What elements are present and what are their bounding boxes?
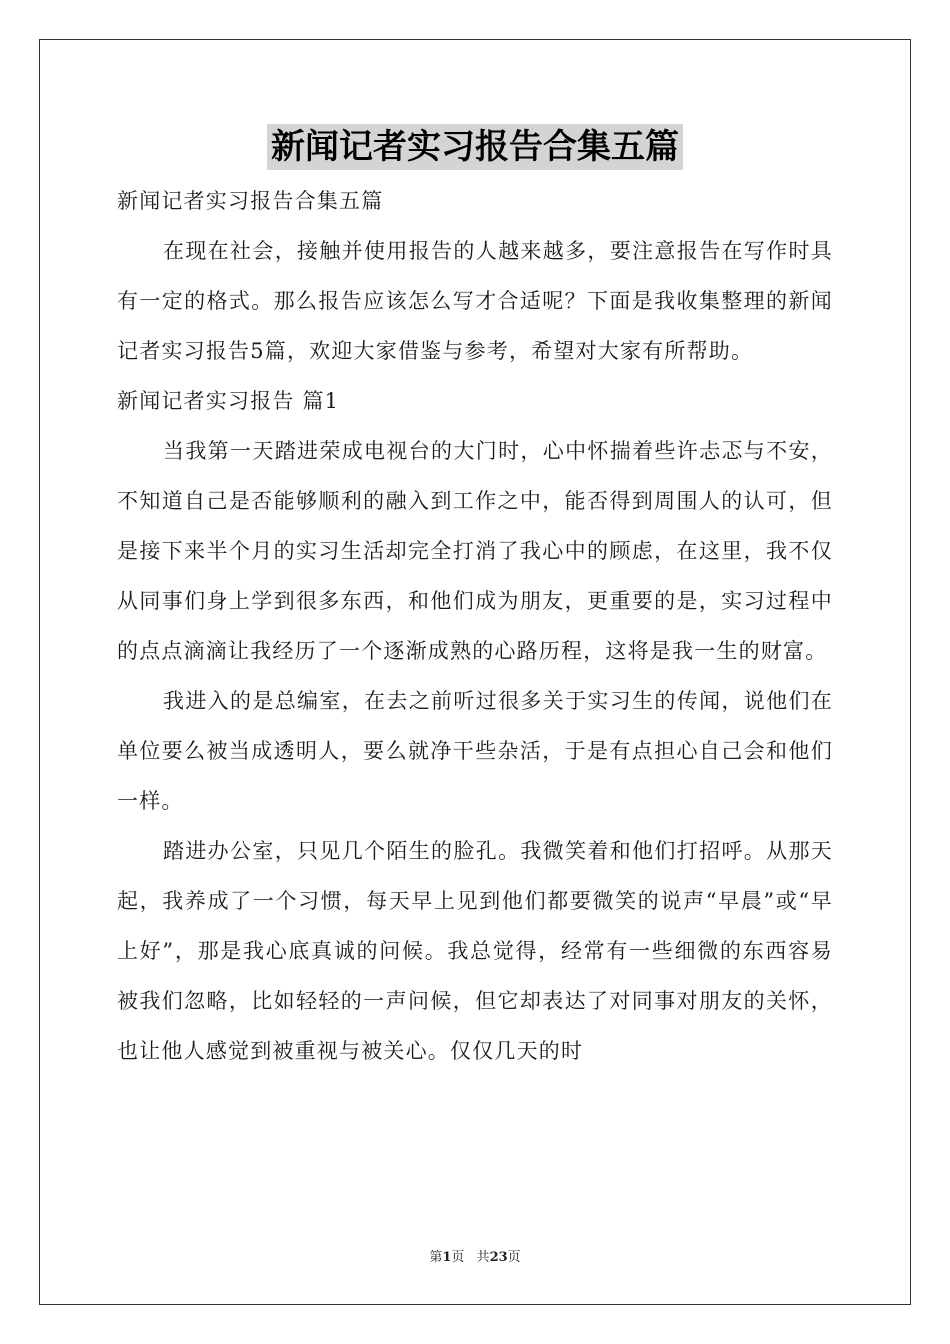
document-title: 新闻记者实习报告合集五篇 bbox=[267, 124, 683, 170]
title-container bbox=[0, 124, 950, 170]
section-heading: 新闻记者实习报告 篇1 bbox=[117, 389, 340, 413]
body-paragraph: 当我第一天踏进荣成电视台的大门时，心中怀揣着些许忐忑与不安，不知道自己是否能够顺利的融入到工作之中，能否得到周围人的认可，但是接下来半个月的实习生活却完全打消了我心中的顾虑，在这里，我不仅从同事们身上学到很多东西，和他们成为朋友，更重要的是，实习过程中的点点滴滴让我经历了一个逐渐成熟的心路历程，这将是我一生的财富。 bbox=[117, 439, 833, 663]
total-pages: 共23页 bbox=[476, 1250, 521, 1265]
body-paragraph: 踏进办公室，只见几个陌生的脸孔。我微笑着和他们打招呼。从那天起，我养成了一个习惯，每天早上见到他们都要微笑的说声“早晨”或“早上好”，那是我心底真诚的问候。我总觉得，经常有一些细微的东西容易被我们忽略，比如轻轻的一声问候，但它却表达了对同事对朋友的关怀，也让他人感觉到被重视与被关心。仅仅几天的时 bbox=[117, 839, 833, 1063]
document-body bbox=[117, 176, 833, 1076]
page-number: 第1页 bbox=[429, 1250, 465, 1265]
body-paragraph: 我进入的是总编室，在去之前听过很多关于实习生的传闻，说他们在单位要么被当成透明人，要么就净干些杂活，于是有点担心自己会和他们一样。 bbox=[117, 689, 833, 813]
subtitle-line: 新闻记者实习报告合集五篇 bbox=[117, 189, 384, 213]
intro-paragraph: 在现在社会，接触并使用报告的人越来越多，要注意报告在写作时具有一定的格式。那么报告应该怎么写才合适呢？下面是我收集整理的新闻记者实习报告5篇，欢迎大家借鉴与参考，希望对大家有所帮助。 bbox=[117, 239, 833, 363]
page-footer bbox=[0, 1246, 950, 1265]
